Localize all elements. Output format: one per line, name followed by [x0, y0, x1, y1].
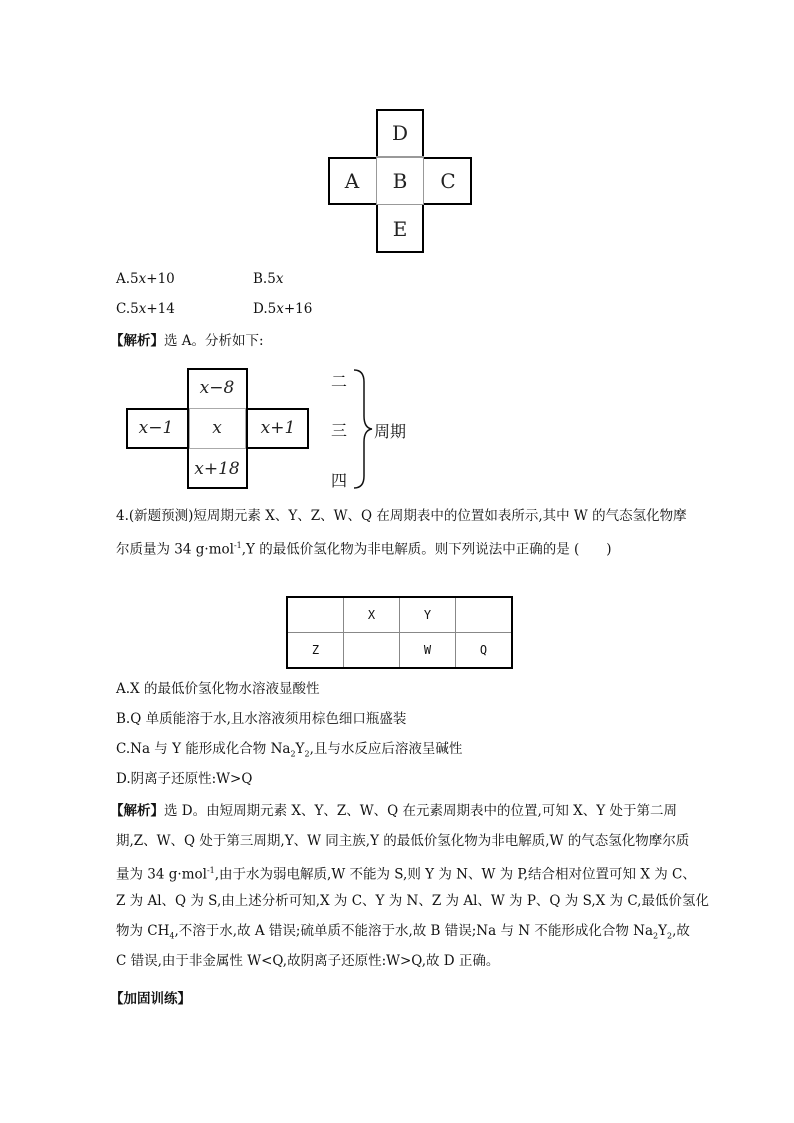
- row-label-4: 四: [331, 471, 348, 490]
- q4-option-b: B.Q 单质能溶于水,且水溶液须用棕色细口瓶盛装: [116, 711, 407, 727]
- table-cell: [287, 597, 344, 633]
- option-d: D.5x+16: [253, 301, 313, 317]
- reinforce-heading: 【加固训练】: [110, 991, 191, 1007]
- cell2-right: x+1: [260, 418, 296, 438]
- analysis-4-line6: C 错误,由于非金属性 W<Q,故阴离子还原性:W>Q,故 D 正确。: [116, 953, 500, 969]
- analysis-4-line3: 量为 34 g·mol$^{-1}$,由于水为弱电解质,W 不能为 S,则 Y 为 N、W 为 P,结合相对位置可知 X 为 C、: [116, 866, 696, 883]
- cell2-top: x−8: [199, 378, 235, 398]
- analysis-4-line5: 物为 $CH_4$,不溶于水,故 A 错误;硫单质不能溶于水,故 B 错误;Na 与 N 不能形成化合物 $Na_2Y_2$,故: [116, 923, 690, 941]
- cell2-center: x: [212, 418, 222, 438]
- cell-right: C: [440, 169, 456, 193]
- cell-left: A: [344, 169, 360, 193]
- table-cell: Z: [287, 633, 344, 669]
- analysis-4-line1: 【解析】选 D。由短周期元素 X、Y、Z、W、Q 在元素周期表中的位置,可知 X、Y 处于第二周: [110, 803, 677, 819]
- cell-center: B: [392, 169, 408, 193]
- analysis-4-line4: Z 为 Al、Q 为 S,由上述分析可知,X 为 C、Y 为 N、Z 为 Al、W 为 P、Q 为 S,X 为 C,最低价氢化: [116, 893, 709, 909]
- option-a: A.5x+10: [116, 271, 175, 287]
- curly-brace-icon: [352, 368, 374, 490]
- q4-line1: 4.(新题预测)短周期元素 X、Y、Z、W、Q 在周期表中的位置如表所示,其中 W 的气态氢化物摩: [116, 508, 687, 524]
- cell-top: D: [391, 121, 409, 145]
- q4-option-d: D.阴离子还原性:W>Q: [116, 771, 253, 787]
- table-cell: W: [400, 633, 456, 669]
- table-cell: X: [344, 597, 400, 633]
- q4-line2: 尔质量为 34 g·mol$^{-1}$,Y 的最低价氢化物为非电解质。则下列说法中正确的是 ( ): [116, 541, 612, 558]
- q4-option-c: C.Na 与 Y 能形成化合物 $Na_2Y_2$,且与水反应后溶液呈碱性: [116, 741, 463, 759]
- cell2-left: x−1: [138, 418, 174, 438]
- option-b: B.5x: [253, 271, 284, 287]
- row-label-3: 三: [331, 421, 348, 440]
- table-cell: [456, 597, 513, 633]
- table-row: [287, 597, 512, 633]
- table-cell: Q: [456, 633, 513, 669]
- table-cell: Y: [400, 597, 456, 633]
- cell-bottom: E: [392, 217, 408, 241]
- row-label-2: 二: [331, 372, 348, 391]
- period-label: 周期: [374, 422, 407, 441]
- cell2-bottom: x+18: [194, 459, 240, 479]
- analysis-1: 【解析】选 A。分析如下:: [110, 333, 264, 349]
- analysis-4-line2: 期,Z、W、Q 处于第三周期,Y、W 同主族,Y 的最低价氢化物为非电解质,W 的气态氢化物摩尔质: [116, 833, 690, 849]
- q4-option-a: A.X 的最低价氢化物水溶液显酸性: [116, 681, 320, 697]
- option-c: C.5x+14: [116, 301, 175, 317]
- table-row: [287, 633, 512, 669]
- table-cell: [344, 633, 400, 669]
- periodic-table-fragment: [286, 596, 513, 669]
